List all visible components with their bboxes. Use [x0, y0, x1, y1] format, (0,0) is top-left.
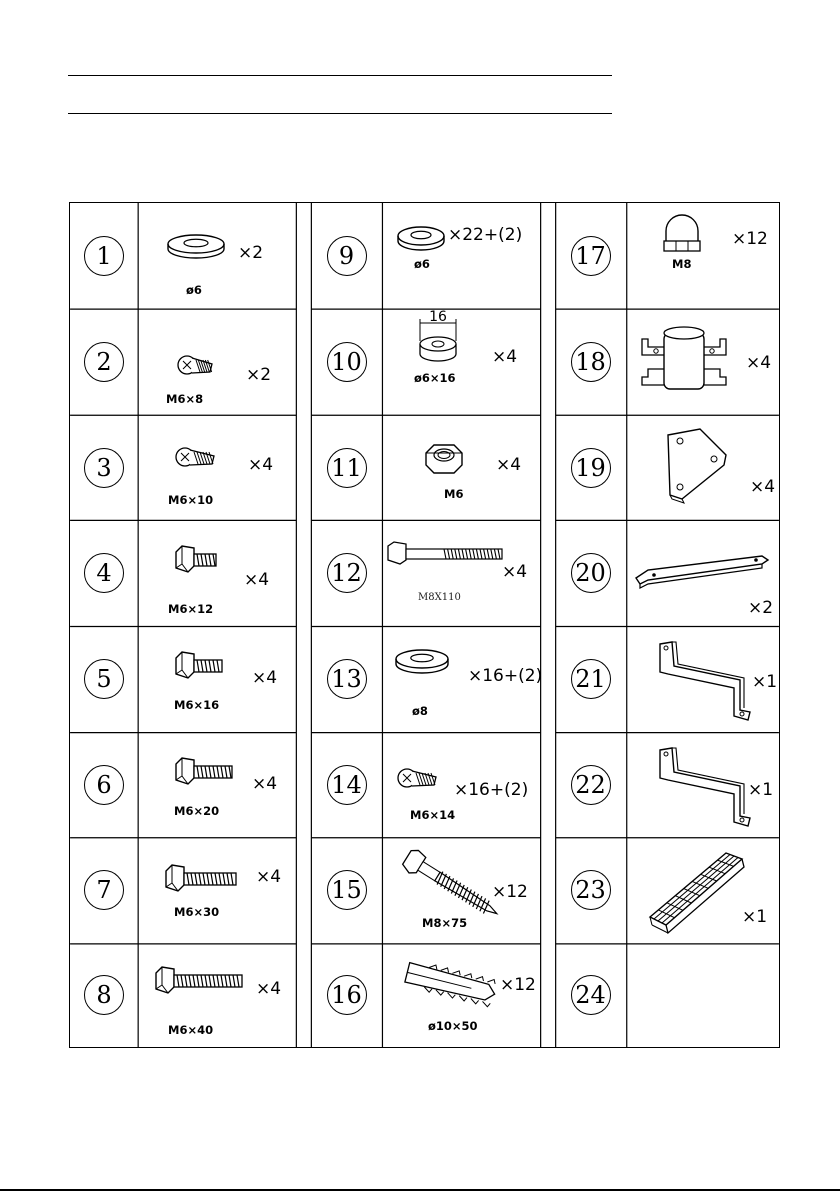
part-number-badge [70, 520, 138, 626]
part-number: 7 [84, 870, 124, 910]
part-quantity: ×4 [256, 979, 282, 999]
hex-bolt-icon [174, 752, 234, 792]
bracket-clamp-icon [640, 319, 728, 393]
part-size-label: M6 [444, 487, 464, 501]
part-number-badge [311, 626, 382, 732]
part-number: 1 [84, 236, 124, 276]
grid-block-icon [646, 847, 750, 933]
part-number: 4 [84, 553, 124, 593]
part-quantity: ×2 [246, 365, 272, 385]
part-quantity: ×1 [742, 907, 768, 927]
part-quantity: ×4 [252, 774, 278, 794]
part-size-label: M8×75 [422, 916, 468, 930]
part-number-badge [555, 732, 626, 837]
part-size-label: M8 [672, 257, 692, 271]
countersunk-screw-icon [396, 762, 440, 798]
part-size-label: ø6 [186, 283, 202, 297]
part-number-badge [311, 837, 382, 943]
part-number-badge [311, 309, 382, 415]
part-quantity: ×4 [244, 570, 270, 590]
part-number: 12 [327, 553, 367, 593]
part-number-badge [555, 309, 626, 415]
part-quantity: ×22+(2) [448, 225, 523, 245]
part-number: 21 [571, 659, 611, 699]
part-quantity: ×12 [500, 975, 536, 995]
part-size-label: M6×30 [174, 905, 220, 919]
part-number-badge [311, 203, 382, 309]
hex-bolt-icon [174, 540, 218, 580]
part-number: 3 [84, 448, 124, 488]
countersunk-screw-icon [174, 439, 218, 479]
long-hex-bolt-icon [386, 534, 506, 574]
part-number: 17 [571, 236, 611, 276]
part-number: 16 [327, 975, 367, 1015]
part-quantity: ×12 [732, 229, 768, 249]
part-number: 6 [84, 765, 124, 805]
part-quantity: ×4 [492, 347, 518, 367]
part-number: 18 [571, 342, 611, 382]
part-number-badge [311, 415, 382, 520]
part-number: 2 [84, 342, 124, 382]
part-number: 20 [571, 553, 611, 593]
hex-bolt-icon [174, 646, 224, 686]
part-number: 9 [327, 236, 367, 276]
page-bottom-rule [0, 1189, 840, 1191]
part-quantity: ×2 [238, 243, 264, 263]
part-number-badge [311, 520, 382, 626]
washer-icon [166, 231, 226, 261]
washer-icon [394, 646, 450, 676]
part-quantity: ×4 [252, 668, 278, 688]
part-size-label: M6×14 [410, 808, 456, 822]
z-bracket-icon [646, 742, 750, 828]
part-quantity: ×1 [752, 672, 778, 692]
part-size-label: M8X110 [418, 592, 461, 603]
cap-nut-icon [658, 215, 706, 259]
wall-anchor-icon [398, 955, 502, 1011]
part-number: 24 [571, 975, 611, 1015]
part-number-badge [70, 626, 138, 732]
triangle-plate-icon [662, 425, 728, 501]
part-size-label: ø6 [414, 257, 430, 271]
part-number: 5 [84, 659, 124, 699]
part-number-badge [70, 309, 138, 415]
part-quantity: ×16+(2) [468, 666, 543, 686]
part-number-badge [70, 415, 138, 520]
part-number: 10 [327, 342, 367, 382]
part-number: 13 [327, 659, 367, 699]
part-quantity: ×16+(2) [454, 780, 529, 800]
dimension-label: 16 [429, 309, 447, 325]
part-quantity: ×2 [748, 598, 774, 618]
part-size-label: M6×12 [168, 602, 214, 616]
header-rule-top [68, 75, 612, 76]
part-number: 23 [571, 870, 611, 910]
flat-rail-icon [634, 550, 768, 590]
part-number-badge [311, 943, 382, 1046]
part-number-badge [555, 520, 626, 626]
part-number: 11 [327, 448, 367, 488]
part-number-badge [70, 837, 138, 943]
part-size-label: M6×8 [166, 392, 204, 406]
part-number-badge [555, 415, 626, 520]
lag-screw-icon [396, 845, 506, 925]
part-number-badge [70, 732, 138, 837]
part-number-badge [555, 203, 626, 309]
part-size-label: M6×20 [174, 804, 220, 818]
hex-bolt-icon [154, 959, 244, 1003]
part-number: 22 [571, 765, 611, 805]
part-quantity: ×4 [256, 867, 282, 887]
part-number: 14 [327, 765, 367, 805]
part-number: 15 [327, 870, 367, 910]
header-rule-bottom [68, 113, 612, 114]
hex-bolt-icon [164, 859, 238, 899]
part-size-label: M6×10 [168, 493, 214, 507]
part-quantity: ×4 [746, 353, 772, 373]
z-bracket-icon [646, 636, 750, 722]
part-quantity: ×4 [496, 455, 522, 475]
hardware-parts-table [69, 202, 780, 1048]
part-size-label: ø8 [412, 704, 428, 718]
part-number: 19 [571, 448, 611, 488]
part-size-label: ø6×16 [414, 371, 456, 385]
part-number-badge [555, 943, 626, 1046]
spacer-washer-icon [408, 311, 468, 369]
part-number-badge [70, 203, 138, 309]
part-quantity: ×4 [248, 455, 274, 475]
part-size-label: ø10×50 [428, 1019, 478, 1033]
part-number-badge [70, 943, 138, 1046]
part-quantity: ×4 [750, 477, 776, 497]
part-quantity: ×1 [748, 780, 774, 800]
countersunk-screw-icon [176, 351, 216, 383]
hex-nut-icon [416, 439, 472, 479]
part-number-badge [311, 732, 382, 837]
part-number-badge [555, 837, 626, 943]
part-number: 8 [84, 975, 124, 1015]
part-size-label: M6×40 [168, 1023, 214, 1037]
part-number-badge [555, 626, 626, 732]
part-quantity: ×12 [492, 882, 528, 902]
washer-icon [396, 223, 446, 253]
part-quantity: ×4 [502, 562, 528, 582]
part-size-label: M6×16 [174, 698, 220, 712]
